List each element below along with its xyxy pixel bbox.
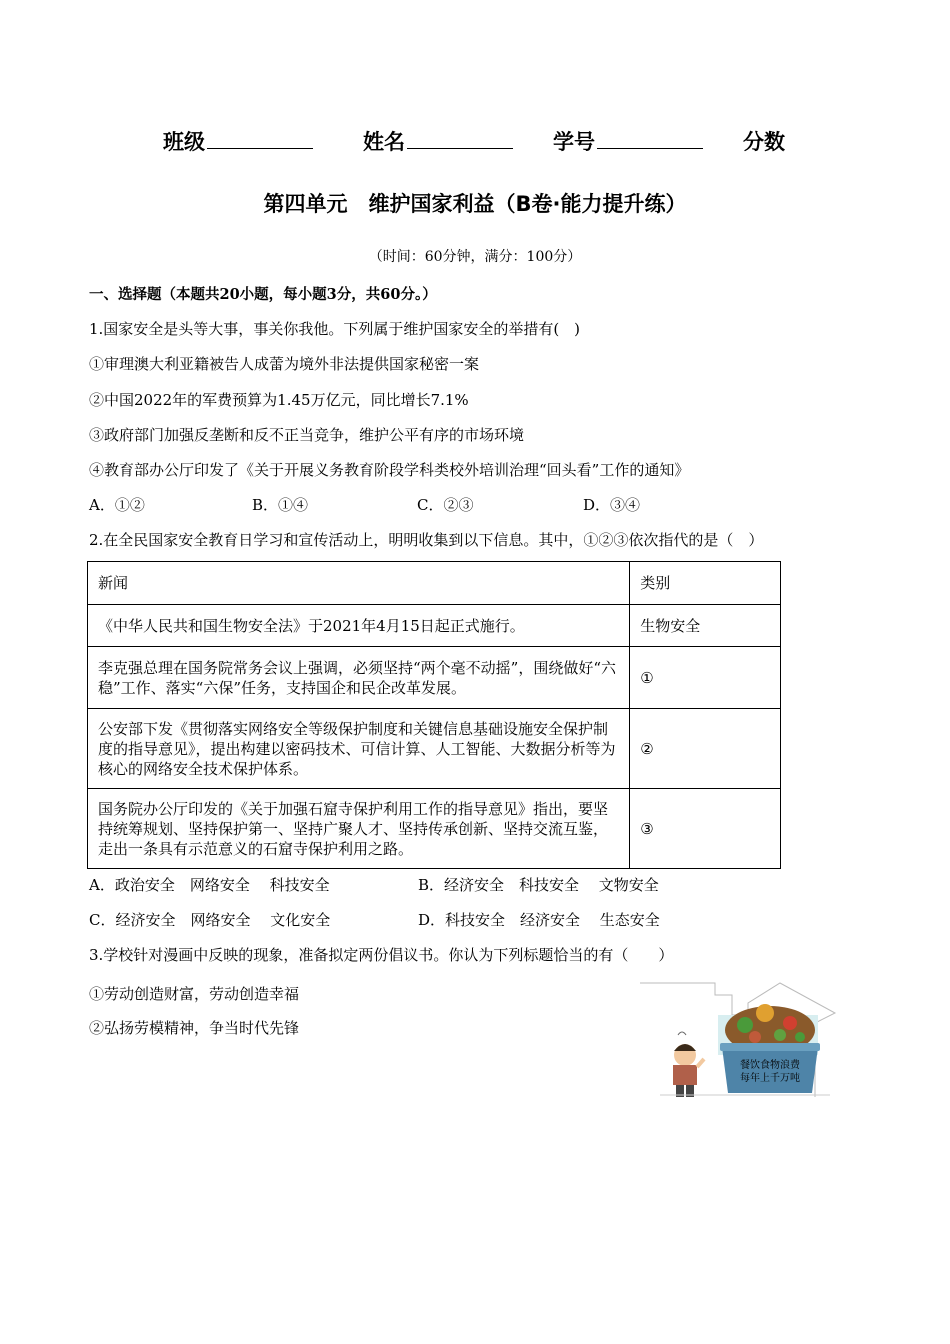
question-2-option-d[interactable]: D．科技安全 经济安全 生态安全 [418,911,660,929]
question-1-statement: ③政府部门加强反垄断和反不正当竞争，维护公平有序的市场环境 [89,426,525,444]
question-1-statement: ①审理澳大利亚籍被告人成蕾为境外非法提供国家秘密一案 [89,355,480,373]
category-cell: ② [630,709,781,789]
category-cell: ① [630,647,781,709]
question-1-stem: 1.国家安全是头等大事，事关你我他。下列属于维护国家安全的举措有( ) [89,320,581,338]
table-row [88,709,781,789]
question-1-statement: ②中国2022年的军费预算为1.45万亿元，同比增长7.1% [89,391,469,409]
question-1-option-b[interactable]: B．①④ [252,496,309,514]
food-waste-comic [640,975,840,1097]
class-field [163,126,313,156]
question-2-option-b[interactable]: B．经济安全 科技安全 文物安全 [418,876,659,894]
class-label: 班级 [163,130,205,154]
exam-info: （时间：60分钟，满分：100分） [368,249,582,265]
table-header-category: 类别 [630,562,781,605]
news-cell: 公安部下发《贯彻落实网络安全等级保护制度和关键信息基础设施安全保护制度的指导意见》，提出构建以密码技术、可信计算、人工智能、大数据分析等为核心的网络安全技术保护体系。 [88,709,630,789]
question-3-statement: ②弘扬劳模精神，争当时代先锋 [89,1019,300,1037]
svg-text:每年上千万吨: 每年上千万吨 [740,1073,800,1084]
news-cell: 国务院办公厅印发的《关于加强石窟寺保护利用工作的指导意见》指出，要坚持统筹规划、坚持保护第一、坚持广聚人才、坚持传承创新、坚持交流互鉴，走出一条具有示范意义的石窟寺保护利用之路。 [88,789,630,869]
table-row [88,647,781,709]
question-3-stem: 3.学校针对漫画中反映的现象，准备拟定两份倡议书。你认为下列标题恰当的有（ ） [89,946,674,964]
category-cell: 生物安全 [630,605,781,647]
question-2-option-a[interactable]: A．政治安全 网络安全 科技安全 [89,876,330,894]
class-blank[interactable] [207,128,313,149]
score-label: 分数 [743,130,785,154]
category-cell: ③ [630,789,781,869]
id-blank[interactable] [597,128,703,149]
svg-text:餐饮食物浪费: 餐饮食物浪费 [740,1060,800,1071]
table-header-row [88,562,781,605]
question-3-statement: ①劳动创造财富，劳动创造幸福 [89,985,300,1003]
news-cell: 李克强总理在国务院常务会议上强调，必须坚持“两个毫不动摇”，围绕做好“六稳”工作、落实“六保”任务，支持国企和民企改革发展。 [88,647,630,709]
name-field [363,126,513,156]
question-2-stem: 2.在全民国家安全教育日学习和宣传活动上，明明收集到以下信息。其中，①②③依次指代的是（ ） [89,531,764,549]
question-1-option-d[interactable]: D．③④ [583,496,641,514]
id-field [553,126,703,156]
table-header-news: 新闻 [88,562,630,605]
table-row [88,789,781,869]
question-1-option-a[interactable]: A．①② [89,496,145,514]
page-title: 第四单元 维护国家利益（B卷·能力提升练） [263,192,687,216]
score-field [743,126,785,156]
news-cell: 《中华人民共和国生物安全法》于2021年4月15日起正式施行。 [88,605,630,647]
question-1-statement: ④教育部办公厅印发了《关于开展义务教育阶段学科类校外培训治理“回头看”工作的通知》 [89,461,690,479]
table-row [88,605,781,647]
section-heading: 一、选择题（本题共20小题，每小题3分，共60分。） [89,286,437,303]
question-2-option-c[interactable]: C．经济安全 网络安全 文化安全 [89,911,331,929]
comic-illustration-icon [640,975,840,1097]
id-label: 学号 [553,130,595,154]
name-label: 姓名 [363,130,405,154]
question-1-option-c[interactable]: C．②③ [417,496,474,514]
news-table [87,561,781,869]
name-blank[interactable] [407,128,513,149]
